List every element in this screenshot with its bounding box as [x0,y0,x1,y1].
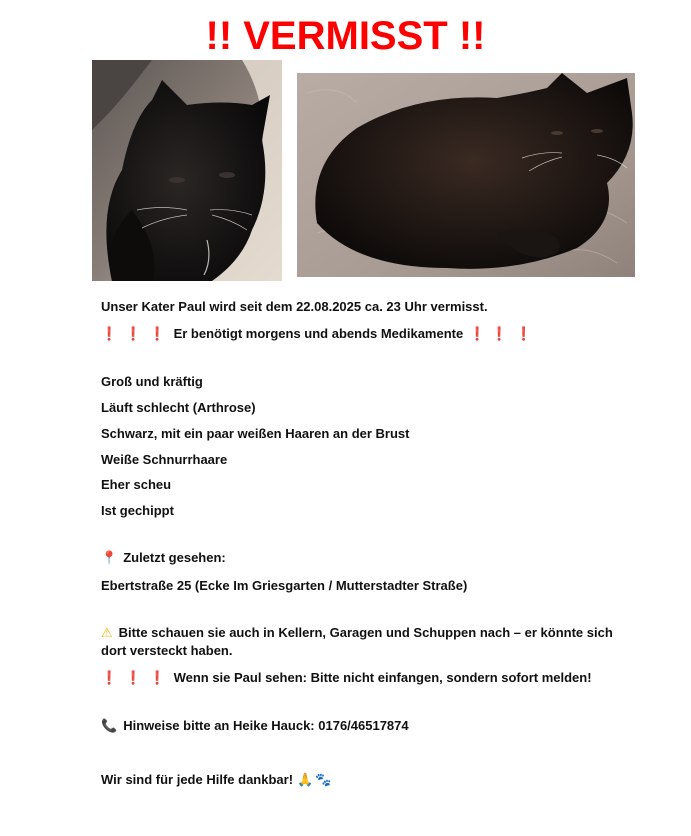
contact-text: Hinweise bitte an Heike Hauck: 0176/46517874 [123,718,409,733]
trait-chipped: Ist gechippt [101,503,174,518]
exclamation-icon: ❗ [125,671,142,686]
intro-text-content: Unser Kater Paul wird seit dem 22.08.2025 ca. 23 Uhr vermisst. [101,299,488,314]
exclamation-icon: ❗ [149,671,166,686]
exclamation-icon: ❗ [469,327,486,342]
exclamation-icon: ❗ [491,327,508,342]
exclamation-icon: ❗ [101,671,118,686]
exclamation-icon: ❗ [149,327,166,342]
search-hint-text: Bitte schauen sie auch in Kellern, Garagen und Schuppen nach – er könnte sich dort versteckt haben. [101,625,613,658]
last-seen-label-text: Zuletzt gesehen: [123,550,226,565]
trait-white-whiskers: Weiße Schnurrhaare [101,452,228,467]
intro-text [101,298,641,315]
last-seen-label [101,549,641,567]
cat-photo-lying [297,73,635,277]
contact-line [101,717,641,735]
trait-walks-badly: Läuft schlecht (Arthrose) [101,400,256,415]
cat-photo-closeup [92,60,282,281]
exclamation-icon: ❗ [101,327,118,342]
sighting-hint-text: Wenn sie Paul sehen: Bitte nicht einfangen, sondern sofort melden! [173,670,592,685]
praying-hands-icon: 🙏 [297,773,314,788]
sighting-hint [101,669,641,687]
exclamation-icon: ❗ [125,327,142,342]
last-seen-address: Ebertstraße 25 (Ecke Im Griesgarten / Mutterstadter Straße) [101,578,468,593]
thanks-line [101,771,641,789]
poster-title: !! VERMISST !! [205,14,486,58]
medication-notice [101,325,641,343]
trait-shy: Eher scheu [101,477,172,492]
exclamation-icon: ❗ [515,327,532,342]
medication-text: Er benötigt morgens und abends Medikamente [173,326,464,341]
phone-icon: 📞 [101,719,118,734]
trait-black-white-hairs: Schwarz, mit ein paar weißen Haaren an der Brust [101,426,410,441]
thanks-text: Wir sind für jede Hilfe dankbar! [101,772,294,787]
trait-large-strong: Groß und kräftig [101,374,203,389]
paw-prints-icon: 🐾 [315,773,332,788]
search-hint [101,624,621,659]
warning-icon: ⚠ [101,626,113,641]
pin-icon: 📍 [101,551,118,566]
